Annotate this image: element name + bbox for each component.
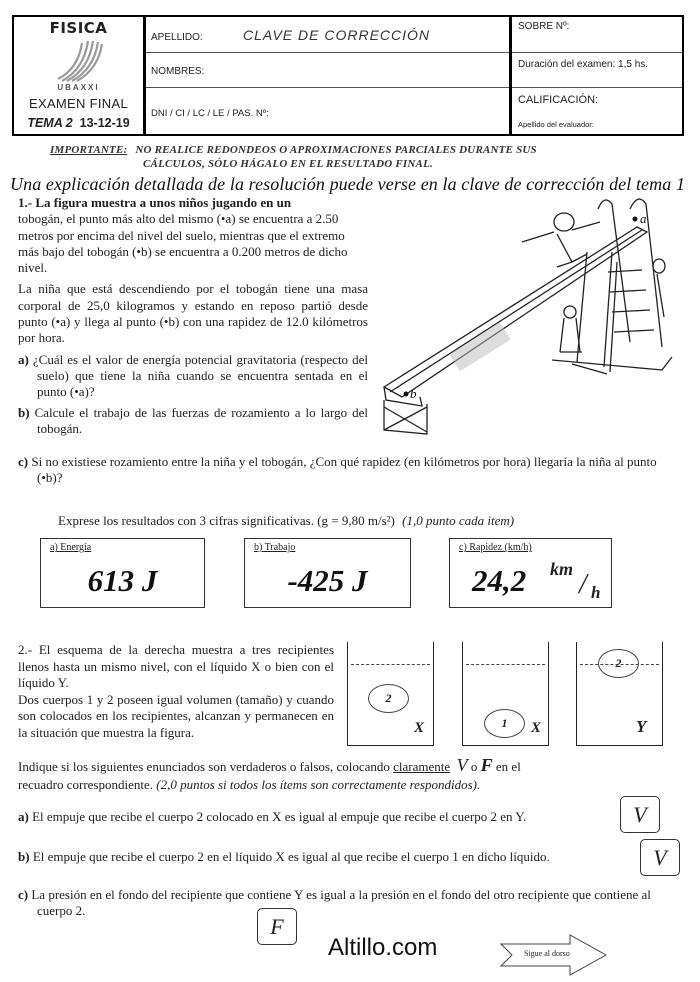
watermark: Altillo.com xyxy=(328,934,438,961)
answer-label-energia: a) Energía xyxy=(50,542,92,553)
student-fields xyxy=(146,17,512,134)
q1-paragraph-2: La niña que está descendiendo por el tobogán tiene una masa corporal de 25,0 kilogramos y estando en reposo partió desde punto (•a) y llega al punto (•b) con una rapidez de 12.0 kilómetros por hora. xyxy=(18,281,368,346)
explanation-heading: Una explicación detallada de la resolución puede verse en la clave de corrección del tema 1 xyxy=(10,174,686,194)
svg-text:a: a xyxy=(640,211,647,226)
q1-item-b: b) Calcule el trabajo de las fuerzas de rozamiento a lo largo del tobogán. xyxy=(18,404,369,436)
q1-intro xyxy=(18,195,368,437)
q2-intro xyxy=(18,642,334,742)
q1-item-a: a) ¿Cuál es el valor de energía potencial gravitatoria (respecto del suelo) que tiene la niña cuando se encuentra sentada en el punto (•a)? xyxy=(18,351,368,400)
answer-box-statement-b[interactable]: V xyxy=(640,839,680,876)
exam-info-panel xyxy=(14,17,146,134)
important-notice xyxy=(50,143,537,171)
statement-a: a) El empuje que recibe el cuerpo 2 colocado en X es igual al empuje que recibe el cuerpo 2 en Y. xyxy=(18,809,527,824)
statement-c: c) La presión en el fondo del recipiente que contiene Y es igual a la presión en el fondo del otro recipiente que contiene al cuerpo 2. xyxy=(18,887,651,919)
q1-title: 1.- La figura muestra a unos niños jugando en un xyxy=(18,195,292,210)
liquid-label: Y xyxy=(636,717,647,736)
answer-value-trabajo: -425 J xyxy=(287,563,368,598)
notice-line-2: CÁLCULOS, SÓLO HÁGALO EN EL RESULTADO FINAL. xyxy=(143,158,433,170)
q2-points: (2,0 puntos si todos los ítems son correctamente respondidos). xyxy=(156,777,481,792)
grading-panel xyxy=(512,17,682,134)
answer-box-statement-a[interactable]: V xyxy=(620,796,660,833)
beaker-1 xyxy=(347,642,434,746)
svg-text:b: b xyxy=(410,386,417,401)
answer-label-rapidez: c) Rapidez (km/h) xyxy=(459,542,532,553)
subject-title: FISICA xyxy=(49,19,108,37)
answer-box-energia[interactable] xyxy=(40,538,205,608)
tema-label: TEMA 2 xyxy=(27,116,73,130)
evaluador-label: Apellido del evaluador: xyxy=(518,120,594,129)
beaker-2 xyxy=(462,642,549,746)
duracion-field xyxy=(512,53,682,88)
sobre-field[interactable] xyxy=(512,17,682,53)
duracion-label: Duración del examen: 1,5 hs. xyxy=(518,59,649,70)
liquid-label: X xyxy=(531,720,542,736)
apellido-label: APELLIDO: xyxy=(151,32,203,43)
liquid-label: X xyxy=(414,720,425,736)
apellido-field[interactable] xyxy=(146,17,509,53)
exam-tema xyxy=(14,116,143,130)
apellido-value: CLAVE DE CORRECCIÓN xyxy=(243,27,431,43)
nombres-label: NOMBRES: xyxy=(151,66,205,77)
continue-label: Sigue al dorso xyxy=(524,949,570,958)
answer-box-rapidez[interactable]: c) Rapidez (km/h) 24,2 km / h xyxy=(449,538,612,608)
statement-b: b) El empuje que recibe el cuerpo 2 en el líquido X es igual al que recibe el cuerpo 1 en dicho líquido. xyxy=(18,849,550,864)
sobre-label: SOBRE Nº: xyxy=(518,21,570,32)
answer-value-energia: 613 J xyxy=(87,563,158,598)
logo-text: UBAXXI xyxy=(57,83,100,92)
q2-paragraph-2: Dos cuerpos 1 y 2 poseen igual volumen (tamaño) y cuando son colocados en los recipientes, alcanzan y permanecen en la situación que muestra la figura. xyxy=(18,691,334,740)
body-ball: 2 xyxy=(368,684,409,713)
answer-box-statement-c[interactable]: F xyxy=(257,908,297,945)
slide-figure-icon xyxy=(372,192,700,452)
dni-field[interactable] xyxy=(146,88,509,134)
liquid-level xyxy=(351,664,430,665)
body-ball: 2 xyxy=(598,649,639,678)
q1-instructions: Exprese los resultados con 3 cifras significativas. (g = 9,80 m/s²) (1,0 punto cada item) xyxy=(58,513,515,528)
q1-item-c: c) Si no existiese rozamiento entre la niña y el tobogán, ¿Con qué rapidez (en kilómetros por hora) llegaría la niña al punto (•b)? xyxy=(18,454,657,486)
answer-box-trabajo[interactable] xyxy=(244,538,411,608)
q2-paragraph-1: 2.- El esquema de la derecha muestra a tres recipientes llenos hasta un mismo nivel, con el líquido X o bien con el líquido Y. xyxy=(18,642,334,691)
q2-instructions: Indique si los siguientes enunciados son verdaderos o falsos, colocando claramente V o F en el recuadro correspondiente. (2,0 puntos si todos los ítems son correctamente respondidos). xyxy=(18,755,521,792)
liquid-level xyxy=(466,664,545,665)
calificacion-label: CALIFICACIÓN: xyxy=(518,94,599,106)
answer-value-rapidez: 24,2 xyxy=(472,563,527,598)
exam-date: 13-12-19 xyxy=(79,116,130,130)
unit-denominator: h xyxy=(591,583,601,602)
continue-arrow[interactable] xyxy=(500,934,608,976)
exam-type: EXAMEN FINAL xyxy=(29,96,128,111)
unit-numerator: km xyxy=(550,559,574,579)
beaker-3 xyxy=(576,642,663,746)
ubaxxi-logo-icon xyxy=(54,39,106,83)
q1-points: (1,0 punto cada item) xyxy=(402,513,515,528)
notice-line-1: NO REALICE REDONDEOS O APROXIMACIONES PARCIALES DURANTE SUS xyxy=(135,144,537,156)
calificacion-field[interactable] xyxy=(512,88,682,134)
dni-label: DNI / CI / LC / LE / PAS. Nº: xyxy=(151,108,269,119)
body-ball: 1 xyxy=(484,709,525,738)
answer-label-trabajo: b) Trabajo xyxy=(254,542,296,553)
notice-label: IMPORTANTE: xyxy=(50,144,128,156)
exam-header xyxy=(12,15,684,136)
q1-paragraph-1: tobogán, el punto más alto del mismo (•a) se encuentra a 2.50 metros por encima del nivel del suelo, mientras que el extremo más bajo del tobogán (•b) se encuentra a 0.200 metros de dicho nivel. xyxy=(18,211,348,276)
nombres-field[interactable] xyxy=(146,53,509,88)
